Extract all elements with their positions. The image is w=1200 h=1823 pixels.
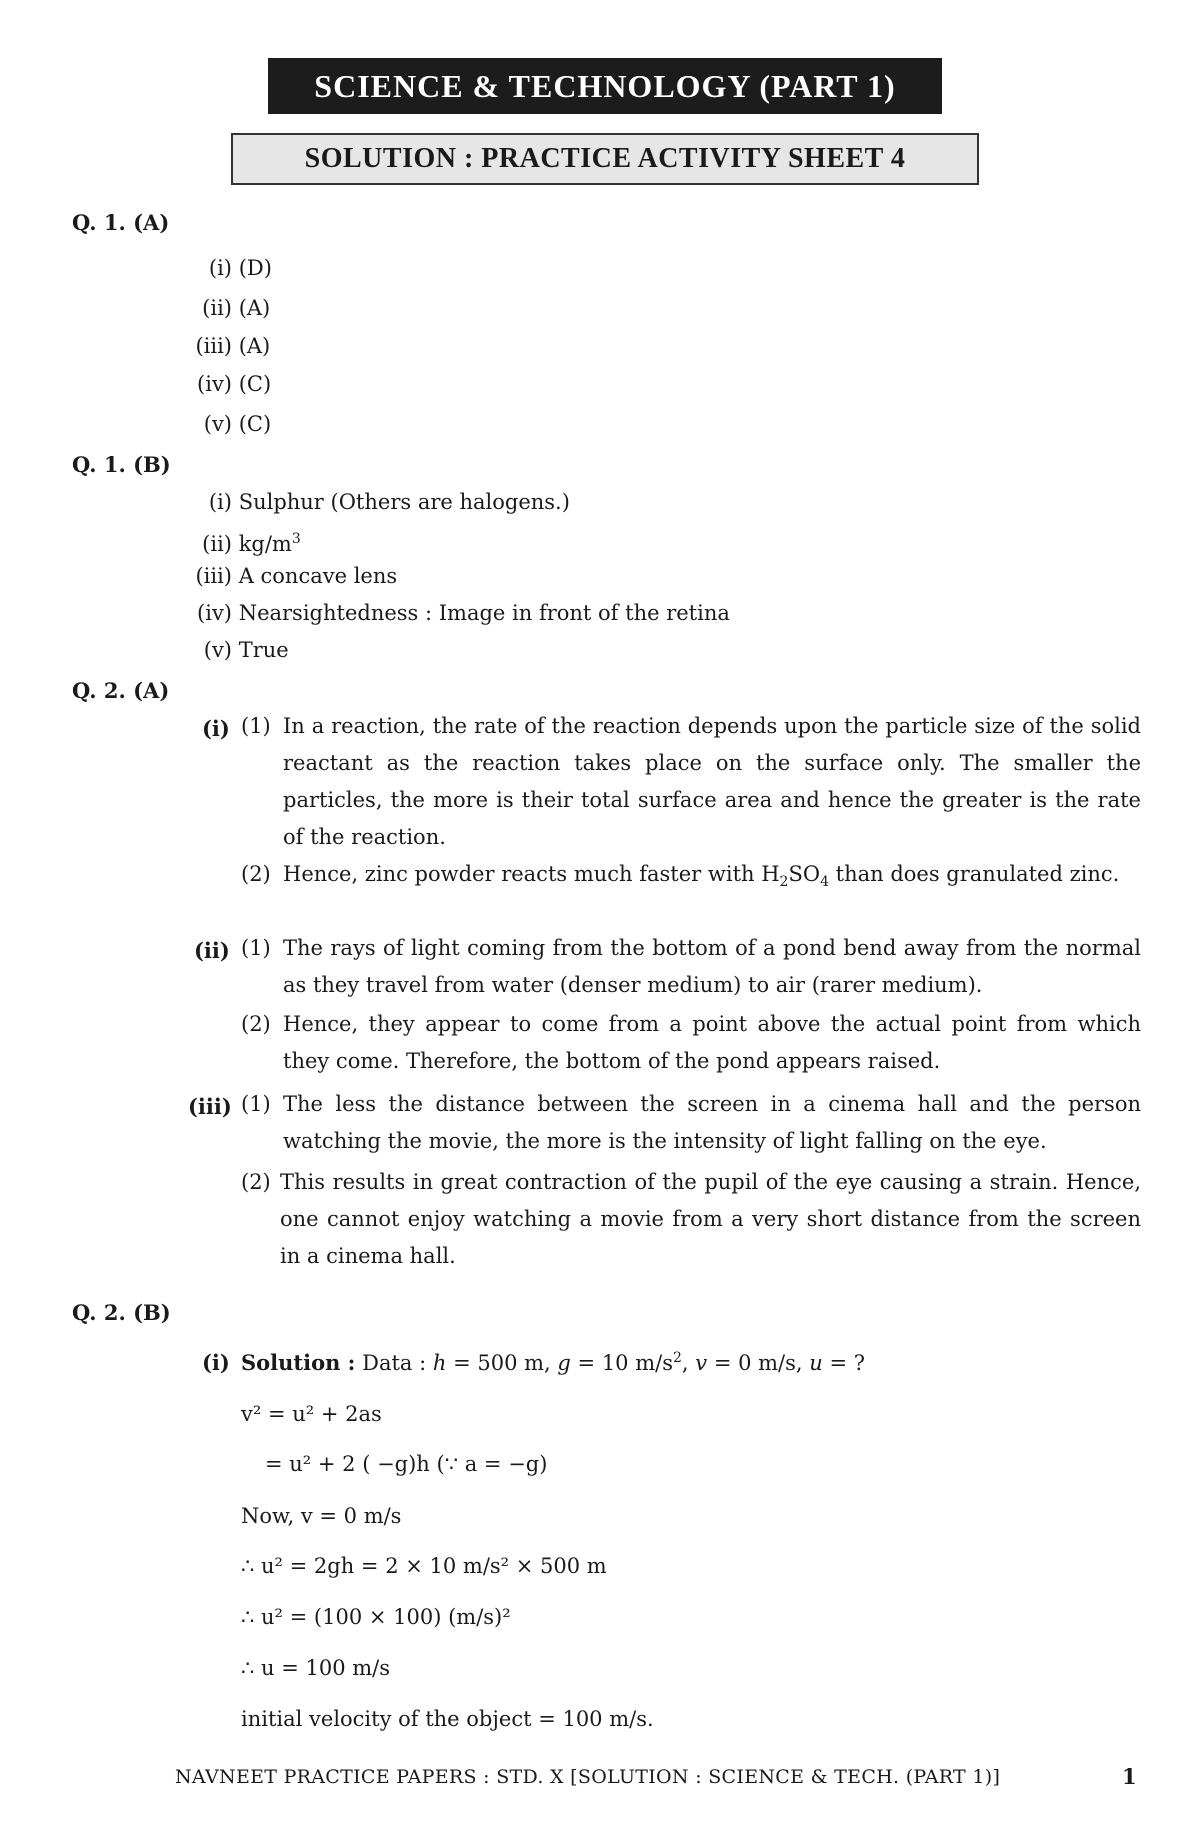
item-number: (ii) — [202, 296, 232, 320]
part-label: (iii) — [188, 1094, 232, 1119]
point-text: The less the distance between the screen in a cinema hall and the person watching the movie, the more is the intensity of light falling on the eye. — [283, 1092, 1141, 1153]
item-number: (v) — [203, 638, 232, 662]
item-number: (i) — [208, 256, 232, 280]
item-number: (ii) — [202, 532, 232, 556]
item-answer: (A) — [238, 334, 271, 358]
item-answer: A concave lens — [238, 564, 398, 588]
list-item — [140, 490, 570, 514]
point-text: In a reaction, the rate of the reaction depends upon the particle size of the solid reactant as the reaction takes place on the surface only. The smaller the particles, the more is their total surface area and hence the greater is the rate of the reaction. — [283, 714, 1141, 849]
list-item — [140, 334, 270, 358]
answer-point — [241, 1164, 1141, 1276]
item-answer: (C) — [238, 372, 272, 396]
point-text: This results in great contraction of the pupil of the eye causing a strain. Hence, one cannot enjoy watching a movie from a very short distance from the screen in a cinema hall. — [280, 1170, 1141, 1268]
part-label: (ii) — [194, 938, 230, 963]
item-number: (iii) — [195, 334, 232, 358]
point-number: (2) — [241, 862, 271, 886]
point-number: (1) — [241, 714, 271, 738]
page-footer: NAVNEET PRACTICE PAPERS : STD. X [SOLUTION : SCIENCE & TECH. (PART 1)] — [175, 1766, 1001, 1788]
point-number: (2) — [241, 1170, 271, 1194]
q1a-heading: Q. 1. (A) — [72, 210, 170, 235]
equation-line: = u² + 2 ( −g)h (∵ a = −g) — [265, 1452, 548, 1476]
superscript: 3 — [291, 531, 301, 547]
list-item — [140, 527, 301, 556]
page-subtitle: SOLUTION : PRACTICE ACTIVITY SHEET 4 — [231, 133, 979, 185]
q1b-heading: Q. 1. (B) — [72, 452, 171, 477]
list-item — [140, 601, 730, 625]
answer-point — [241, 930, 1141, 1006]
answer-point — [241, 1006, 1141, 1082]
equation-line: ∴ u² = 2gh = 2 × 10 m/s² × 500 m — [241, 1554, 607, 1578]
point-text: The rays of light coming from the bottom of a pond bend away from the normal as they travel from water (denser medium) to air (rarer medium). — [283, 936, 1141, 997]
q2a-heading: Q. 2. (A) — [72, 678, 170, 703]
item-answer: True — [238, 638, 289, 662]
list-item — [140, 256, 272, 280]
list-item — [140, 412, 271, 436]
point-text: Hence, zinc powder reacts much faster with $H_2SO_4$ than does granulated zinc. — [283, 862, 1120, 891]
page-title: SCIENCE & TECHNOLOGY (PART 1) — [268, 58, 942, 114]
part-label: (i) — [202, 1350, 230, 1375]
answer-point — [241, 856, 1141, 930]
page-number: 1 — [1122, 1764, 1137, 1789]
list-item — [140, 638, 289, 662]
item-number: (iii) — [195, 564, 232, 588]
q2b-heading: Q. 2. (B) — [72, 1300, 171, 1325]
equation-line: Now, v = 0 m/s — [241, 1504, 402, 1528]
point-number: (1) — [241, 936, 271, 960]
solution-label: Solution : — [241, 1350, 356, 1375]
equation-line: ∴ u = 100 m/s — [241, 1656, 391, 1680]
item-number: (iv) — [197, 372, 232, 396]
list-item — [140, 564, 397, 588]
item-number: (v) — [203, 412, 232, 436]
point-text: Hence, they appear to come from a point above the actual point from which they come. Therefore, the bottom of the pond appears raised. — [283, 1012, 1141, 1073]
conclusion-line: initial velocity of the object = 100 m/s. — [241, 1707, 654, 1731]
list-item — [140, 372, 271, 396]
part-label: (i) — [202, 716, 230, 741]
point-number: (1) — [241, 1092, 271, 1116]
answer-point — [241, 708, 1141, 856]
solution-data-line: Solution : Data : h = 500 m, g = 10 $m/s^2$, v = 0 m/s, u = ? — [241, 1350, 866, 1375]
answer-point — [241, 1086, 1141, 1162]
item-answer: (C) — [238, 412, 272, 436]
equation-line: v² = u² + 2as — [241, 1402, 382, 1426]
item-answer: Nearsightedness : Image in front of the retina — [238, 601, 730, 625]
item-answer: Sulphur (Others are halogens.) — [238, 490, 570, 514]
item-answer: kg/m — [238, 532, 292, 556]
item-number: (i) — [208, 490, 232, 514]
equation-line: ∴ u² = (100 × 100) (m/s)² — [241, 1605, 511, 1629]
point-number: (2) — [241, 1012, 271, 1036]
item-answer: (D) — [238, 256, 272, 280]
item-answer: (A) — [238, 296, 271, 320]
item-number: (iv) — [197, 601, 232, 625]
list-item — [140, 296, 270, 320]
